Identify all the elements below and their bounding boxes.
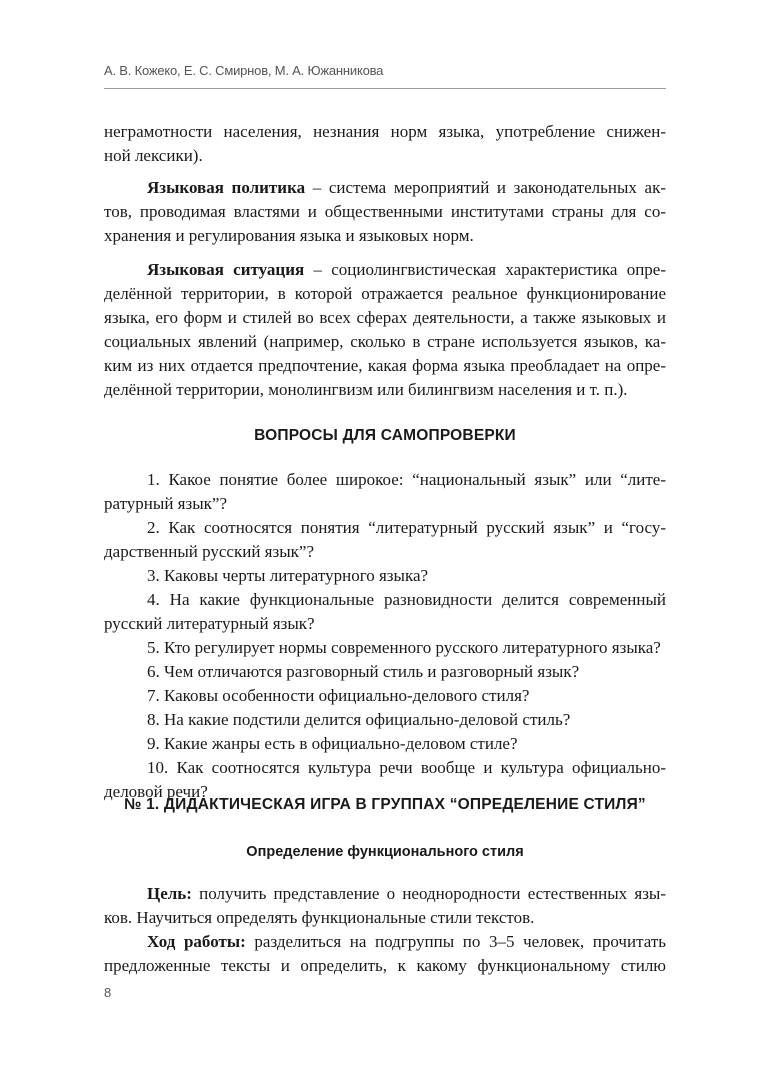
question-item [104, 588, 666, 636]
text-line [104, 588, 666, 612]
text-line [104, 708, 666, 732]
text-line [104, 636, 666, 660]
term: Цель: [147, 884, 192, 903]
text-line [104, 756, 666, 780]
running-header: А. В. Кожеко, Е. С. Смирнов, М. А. Южанникова [104, 63, 384, 78]
text-line [104, 378, 666, 402]
line-text: 4. На какие функциональные разновидности делится современный [147, 590, 666, 609]
text-line [104, 732, 666, 756]
line-text: делённой территории, монолингвизм или билингвизм населения и т. п.). [104, 380, 628, 399]
line-text: – система мероприятий и законодательных ак- [305, 178, 666, 197]
term: Языковая политика [147, 178, 306, 197]
line-text: 5. Кто регулирует нормы современного русского литературного языка? [147, 638, 661, 657]
text-line [104, 200, 666, 224]
text-line [104, 306, 666, 330]
text-line [104, 954, 666, 978]
paragraph-continuation [104, 120, 666, 168]
text-line [104, 492, 666, 516]
text-line [104, 906, 666, 930]
text-line [104, 330, 666, 354]
question-item [104, 468, 666, 516]
line-text: предложенные тексты и определить, к какому функциональному стилю [104, 956, 666, 975]
text-line [104, 354, 666, 378]
term: Языковая ситуация [147, 260, 305, 279]
text-line [104, 282, 666, 306]
text-line [104, 564, 666, 588]
line-text: ков. Научиться определять функциональные стили текстов. [104, 908, 535, 927]
line-text: делённой территории, в которой отражается реальное функционирование [104, 284, 666, 303]
line-text: 10. Как соотносятся культура речи вообще и культура официально- [147, 758, 666, 777]
term: Ход работы: [147, 932, 246, 951]
game-subheading: Определение функционального стиля [246, 844, 524, 860]
questions-list [104, 468, 666, 804]
tasks [104, 882, 666, 978]
text-line [104, 684, 666, 708]
line-text: разделиться на подгруппы по 3–5 человек, прочитать [245, 932, 666, 951]
question-item [104, 564, 666, 588]
text-line [104, 258, 666, 282]
line-text: 7. Каковы особенности официально-делового стиля? [147, 686, 530, 705]
definition-language-policy [104, 176, 666, 248]
line-text: языка, его форм и стилей во всех сферах деятельности, а также языковых и [104, 308, 666, 327]
text-line [104, 612, 666, 636]
task-item [104, 930, 666, 978]
line-text: русский литературный язык? [104, 614, 315, 633]
question-item [104, 516, 666, 564]
line-text: 9. Какие жанры есть в официально-деловом стиле? [147, 734, 518, 753]
text-line [104, 516, 666, 540]
task-item [104, 882, 666, 930]
text-line [104, 468, 666, 492]
text-line: ной лексики). [104, 146, 203, 165]
line-text: получить представление о неоднородности естественных язы- [191, 884, 666, 903]
question-item [104, 708, 666, 732]
text-line: неграмотности населения, незнания норм языка, употребление снижен- [104, 122, 666, 141]
line-text: дарственный русский язык”? [104, 542, 314, 561]
questions-heading: ВОПРОСЫ ДЛЯ САМОПРОВЕРКИ [254, 427, 516, 444]
definition-language-situation [104, 258, 666, 402]
line-text: 1. Какое понятие более широкое: “национальный язык” или “лите- [147, 470, 666, 489]
text-line [104, 930, 666, 954]
text-line [104, 176, 666, 200]
text-line [104, 540, 666, 564]
line-text: 2. Как соотносятся понятия “литературный русский язык” и “госу- [147, 518, 666, 537]
header-rule [104, 88, 666, 89]
line-text: хранения и регулирования языка и языковых норм. [104, 226, 474, 245]
text-line [104, 660, 666, 684]
question-item [104, 732, 666, 756]
line-text: ким из них отдается предпочтение, какая форма языка преобладает на опре- [104, 356, 666, 375]
line-text: деловой речи? [104, 782, 208, 801]
line-text: 3. Каковы черты литературного языка? [147, 566, 429, 585]
question-item [104, 684, 666, 708]
game-heading: № 1. ДИДАКТИЧЕСКАЯ ИГРА В ГРУППАХ “ОПРЕДЕЛЕНИЕ СТИЛЯ” [124, 796, 646, 813]
question-item [104, 660, 666, 684]
text-line [104, 882, 666, 906]
line-text: социальных явлений (например, сколько в стране используется языков, ка- [104, 332, 666, 351]
line-text: ратурный язык”? [104, 494, 227, 513]
text-line [104, 224, 666, 248]
line-text: – социолингвистическая характеристика опре- [304, 260, 666, 279]
line-text: 6. Чем отличаются разговорный стиль и разговорный язык? [147, 662, 580, 681]
page-number: 8 [104, 985, 112, 1000]
question-item [104, 636, 666, 660]
line-text: 8. На какие подстили делится официально-деловой стиль? [147, 710, 571, 729]
line-text: тов, проводимая властями и общественными институтами страны для со- [104, 202, 666, 221]
